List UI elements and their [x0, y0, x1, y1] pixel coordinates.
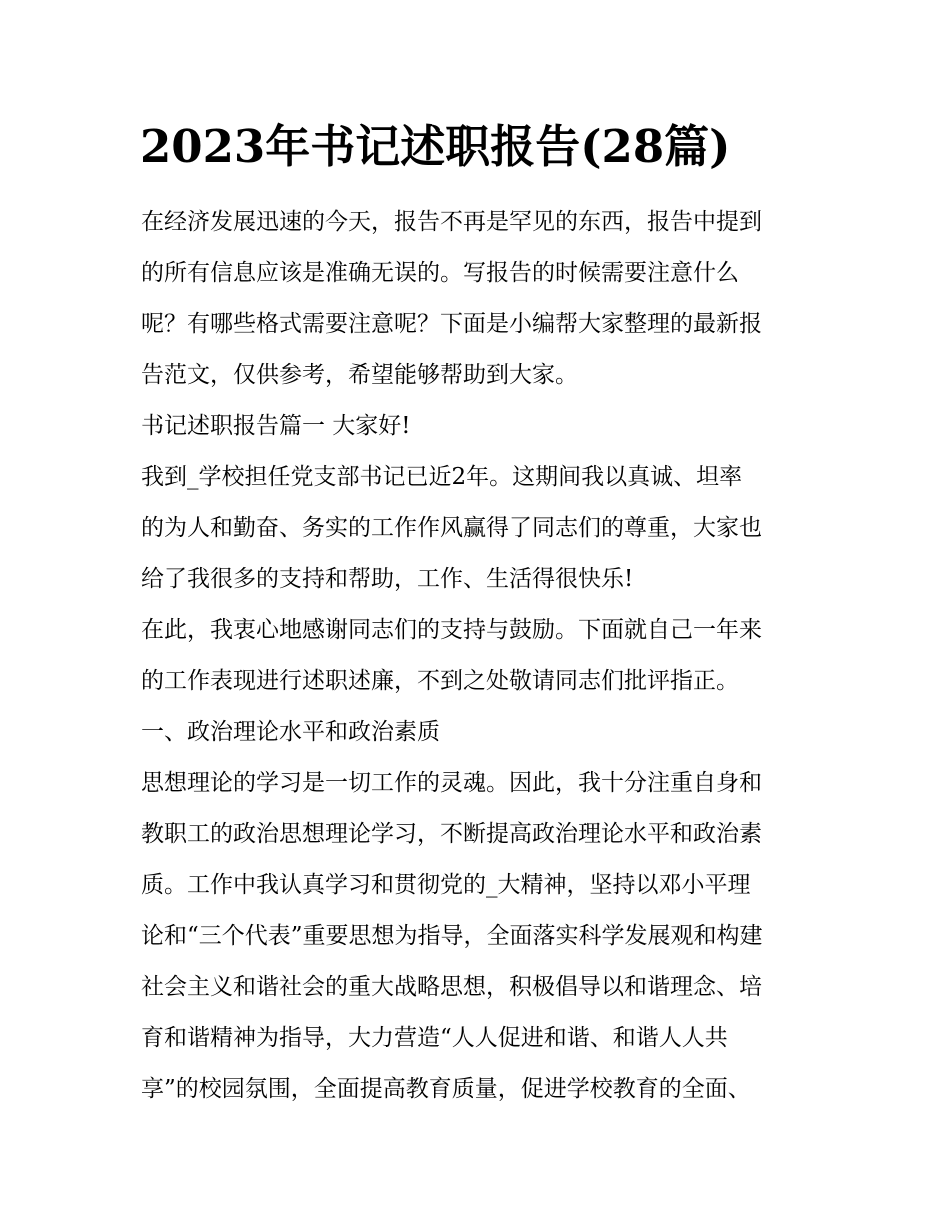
- text-line: 给了我很多的支持和帮助，工作、生活得很快乐!: [141, 566, 634, 592]
- subsection-heading: 一、政治理论水平和政治素质: [141, 719, 440, 745]
- text-line: 呢？有哪些格式需要注意呢？下面是小编帮大家整理的最新报: [141, 311, 762, 337]
- text-line: 告范文，仅供参考，希望能够帮助到大家。: [141, 362, 578, 388]
- text-line: 的所有信息应该是准确无误的。写报告的时候需要注意什么: [141, 260, 739, 286]
- text-line: 在此，我衷心地感谢同志们的支持与鼓励。下面就自己一年来: [141, 617, 762, 643]
- text-line: 论和“三个代表”重要思想为指导，全面落实科学发展观和构建: [141, 923, 763, 949]
- text-line: 思想理论的学习是一切工作的灵魂。因此，我十分注重自身和: [141, 770, 762, 796]
- document-body: [141, 197, 831, 1115]
- document-title: 2023年书记述职报告(28篇): [140, 120, 731, 173]
- text-line: 育和谐精神为指导，大力营造“人人促进和谐、和谐人人共: [141, 1025, 728, 1051]
- text-line: 教职工的政治思想理论学习，不断提高政治理论水平和政治素: [141, 821, 762, 847]
- text-line: 社会主义和谐社会的重大战略思想，积极倡导以和谐理念、培: [141, 974, 762, 1000]
- text-line: 的为人和勤奋、务实的工作作风赢得了同志们的尊重，大家也: [141, 515, 762, 541]
- text-line: 的工作表现进行述职述廉，不到之处敬请同志们批评指正。: [141, 668, 739, 694]
- text-line: 享”的校园氛围，全面提高教育质量，促进学校教育的全面、: [141, 1076, 751, 1102]
- section-heading: 书记述职报告篇一 大家好!: [141, 413, 411, 439]
- text-line: 质。工作中我认真学习和贯彻党的_大精神，坚持以邓小平理: [141, 872, 751, 898]
- text-line: 在经济发展迅速的今天，报告不再是罕见的东西，报告中提到: [141, 209, 762, 235]
- text-line: 我到_学校担任党支部书记已近2年。这期间我以真诚、坦率: [141, 464, 743, 490]
